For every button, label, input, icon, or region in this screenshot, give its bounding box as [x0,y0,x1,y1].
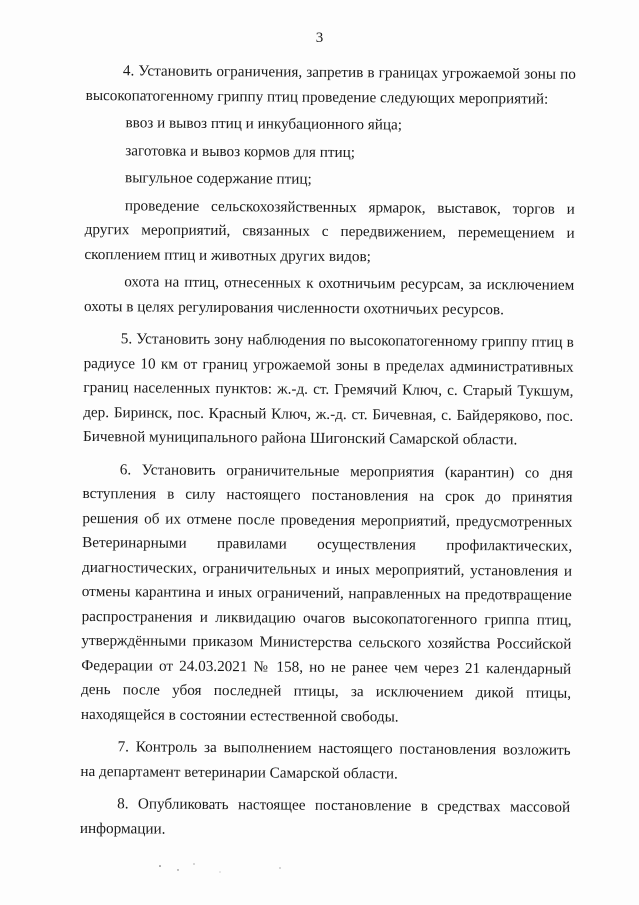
scan-specks [150,858,350,878]
document-body [80,59,576,845]
item-6: 6. Установить ограничительные мероприятия (карантин) со дня вступления в силу настоящего постановления на срок до принятия решения об их отмене после проведения мероприятий, предусмотренных Ветеринарными правилами осуществления профилактических, диагностических, ограничительных и иных мероприятий, установления и отмены карантина и иных ограничений, направленных на предотвращение распространения и ликвидацию очагов высокопатогенного гриппа птиц, утверждёнными приказом Министерства сельского хозяйства Российской Федерации от 24.03.2021 № 158, но не ранее чем через 21 календарный день после убоя последней птицы, за исключением дикой птицы, находящейся в состоянии естественной свободы. [80,460,573,725]
item-4-sub-2: заготовка и вывоз кормов для птиц; [125,141,356,161]
item-4-sub-1: ввоз и вывоз птиц и инкубационного яйца; [125,114,403,134]
item-8: 8. Опубликовать настоящее постановление в средствах массовой информации. [79,795,571,838]
item-4-sub-3: выгульное содержание птиц; [125,169,312,188]
item-4-lead: 4. Установить ограничения, запретив в границах угрожаемой зоны по высокопатогенному гриппу птиц проведение следующих мероприятий: [85,62,576,108]
item-4-sub-4: проведение сельскохозяйственных ярмарок, выставок, торгов и других мероприятий, связанных с передвижением, перемещением и скоплением птиц и животных других видов; [84,196,575,265]
item-4-sub-5: охота на птиц, отнесенных к охотничьим ресурсам, за исключением охоты в целях регулирования численности охотничьих ресурсов. [83,273,575,318]
item-7: 7. Контроль за выполнением настоящего постановления возложить на департамент ветеринарии Самарской области. [80,738,571,782]
item-5: 5. Установить зону наблюдения по высокопатогенному гриппу птиц в радиусе 10 км от границ угрожаемой зоны в пределах административных границ населенных пунктов: ж.-д. ст. Гремячий Ключ, с. Старый Тукшум, дер. Биринск, пос. Красный Ключ, ж.-д. ст. Бичевная, с. Байдеряково, пос. Бичевной муниципального района Шигонский Самарской области. [82,330,574,449]
page-number: 3 [315,30,324,46]
